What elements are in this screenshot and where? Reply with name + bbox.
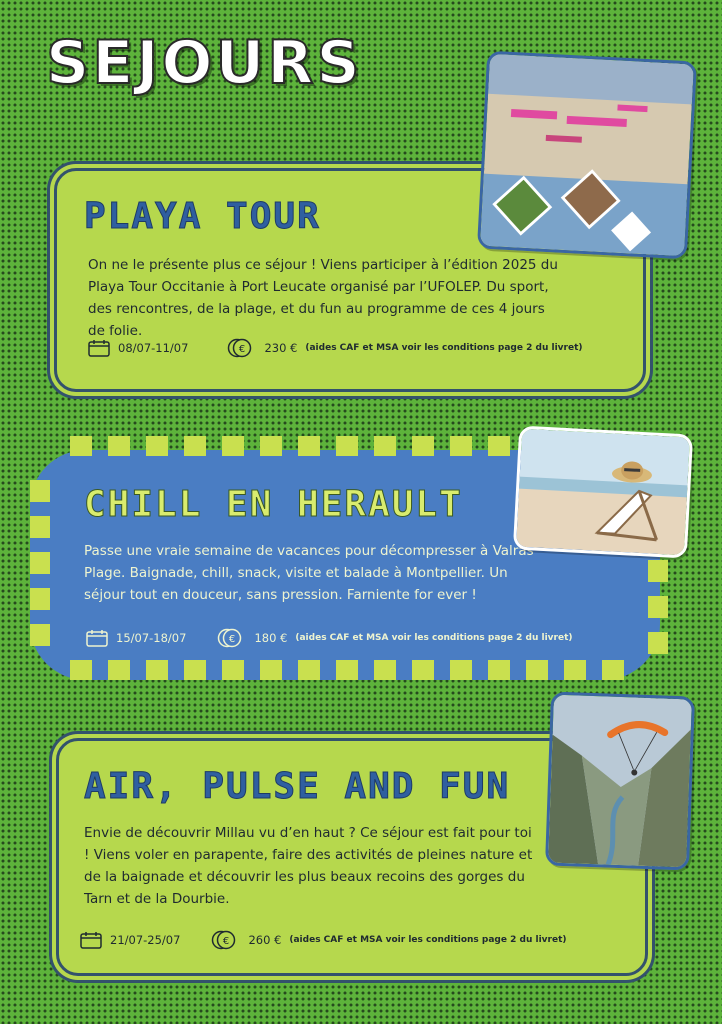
sejour-description: Passe une vraie semaine de vacances pour décompresser à Valras Plage. Baignade, chill, snack, visite et balade à Montpellier. Un séjour tout en douceur, sans pression. Farniente for ever ! <box>84 543 534 603</box>
sejour-meta <box>88 338 583 358</box>
sejour-dates: 08/07-11/07 <box>118 341 189 355</box>
dash-segment <box>108 660 130 680</box>
dash-segment <box>108 436 130 456</box>
dash-segment <box>260 436 282 456</box>
page-title: SEJOURS <box>46 28 363 98</box>
sejour-price: 230 € <box>264 341 298 355</box>
dash-segment <box>602 660 624 680</box>
dash-segment <box>70 660 92 680</box>
svg-text:€: € <box>223 936 230 947</box>
calendar-icon <box>88 339 110 357</box>
dash-segment <box>412 660 434 680</box>
dash-segment <box>298 660 320 680</box>
dash-segment <box>374 436 396 456</box>
sejour-title: AIR, PULSE AND FUN <box>84 766 511 807</box>
sejour-meta <box>86 628 573 648</box>
dash-segment <box>526 660 548 680</box>
euro-coin-icon <box>216 628 246 648</box>
dash-segment <box>222 436 244 456</box>
sejour-title: CHILL EN HERAULT <box>84 484 463 525</box>
dash-segment <box>298 436 320 456</box>
euro-coin-icon <box>210 930 240 950</box>
calendar-icon <box>80 931 102 949</box>
dash-segment <box>648 632 668 654</box>
playa-tour-photo <box>477 51 697 260</box>
air-pulse-fun-photo <box>545 692 695 871</box>
dash-segment <box>488 436 510 456</box>
dash-segment <box>30 588 50 610</box>
sejour-title: PLAYA TOUR <box>84 196 321 237</box>
sejour-aid-note: (aides CAF et MSA voir les conditions page 2 du livret) <box>295 633 573 643</box>
dash-segment <box>260 660 282 680</box>
dash-segment <box>184 660 206 680</box>
euro-coin-icon <box>226 338 256 358</box>
dash-segment <box>648 560 668 582</box>
dash-segment <box>648 596 668 618</box>
sejour-meta <box>80 930 567 950</box>
dash-segment <box>564 660 586 680</box>
sejour-description: Envie de découvrir Millau vu d’en haut ? Ce séjour est fait pour toi ! Viens voler en parapente, faire des activités de pleines nature et de la baignade et découvrir les plus beaux recoins des gorges du Tarn et de la Dourbie. <box>84 825 533 907</box>
dash-segment <box>488 660 510 680</box>
sejour-dates: 21/07-25/07 <box>110 933 181 947</box>
svg-text:€: € <box>229 634 236 645</box>
dash-segment <box>30 480 50 502</box>
sejour-price: 260 € <box>248 933 282 947</box>
sejour-aid-note: (aides CAF et MSA voir les conditions page 2 du livret) <box>289 935 567 945</box>
dash-segment <box>146 436 168 456</box>
sejour-dates: 15/07-18/07 <box>116 631 187 645</box>
dash-segment <box>30 624 50 646</box>
sejour-price: 180 € <box>254 631 288 645</box>
dash-segment <box>30 516 50 538</box>
dash-segment <box>336 660 358 680</box>
dash-segment <box>450 436 472 456</box>
dash-segment <box>70 436 92 456</box>
chill-en-herault-photo <box>513 426 693 559</box>
sejour-aid-note: (aides CAF et MSA voir les conditions page 2 du livret) <box>305 343 583 353</box>
dash-segment <box>146 660 168 680</box>
dash-segment <box>336 436 358 456</box>
sejour-description: On ne le présente plus ce séjour ! Viens participer à l’édition 2025 du Playa Tour Occitanie à Port Leucate organisé par l’UFOLEP. Du sport, des rencontres, de la plage, et du fun au programme de ces 4 jours de folie. <box>88 257 558 339</box>
dash-segment <box>450 660 472 680</box>
dash-segment <box>222 660 244 680</box>
dash-segment <box>374 660 396 680</box>
calendar-icon <box>86 629 108 647</box>
dash-segment <box>30 552 50 574</box>
svg-text:€: € <box>239 344 246 355</box>
dash-segment <box>184 436 206 456</box>
dash-segment <box>412 436 434 456</box>
